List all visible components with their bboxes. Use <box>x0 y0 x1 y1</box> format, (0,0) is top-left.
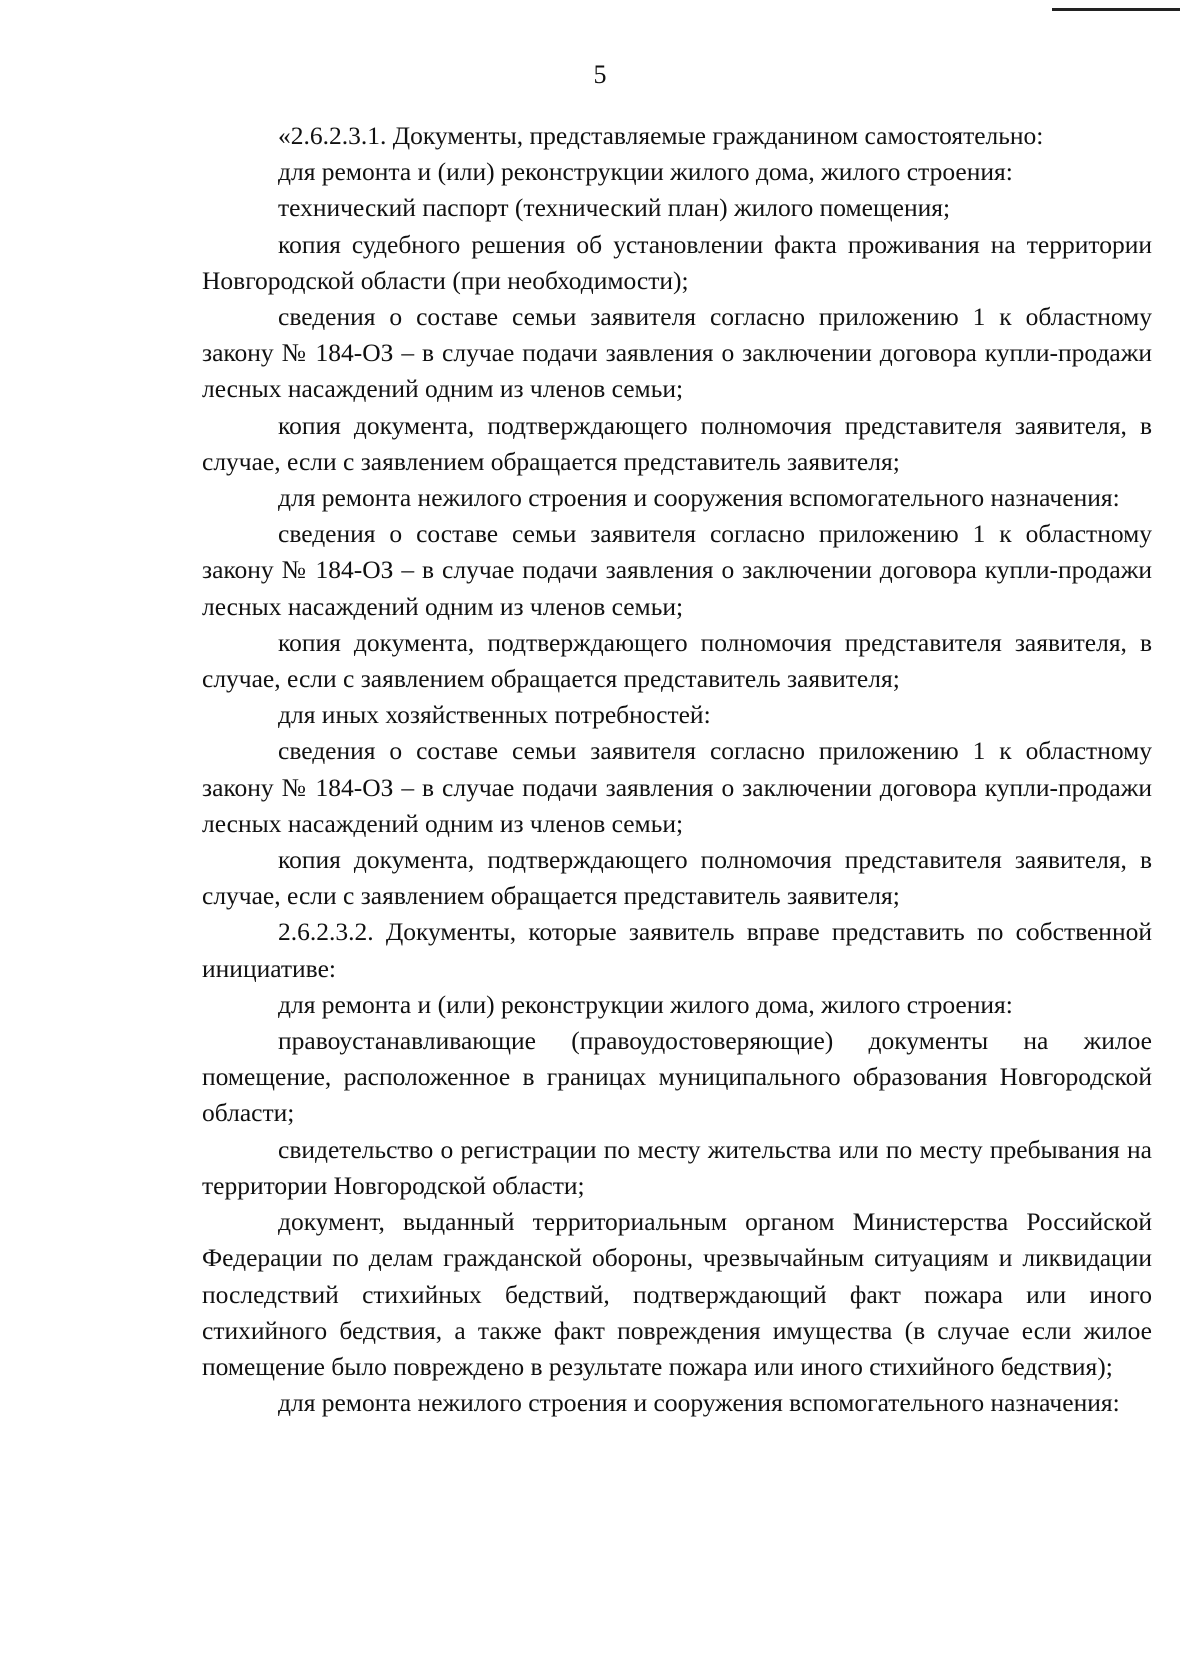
page-number: 5 <box>593 60 607 89</box>
paragraph: копия документа, подтверждающего полномочия представителя заявителя, в случае, если с заявлением обращается представитель заявителя; <box>202 845 1152 911</box>
paragraph: свидетельство о регистрации по месту жительства или по месту пребывания на территории Новгородской области; <box>202 1134 1152 1200</box>
document-body <box>202 118 1152 1421</box>
paragraph: документ, выданный территориальным органом Министерства Российской Федерации по делам гражданской обороны, чрезвычайным ситуациям и ликвидации последствий стихийных бедствий, подтверждающий факт пожара или иного стихийного бедствия, а также факт повреждения имущества (в случае если жилое помещение было повреждено в результате пожара или иного стихийного бедствия); <box>202 1207 1152 1381</box>
paragraph: для ремонта нежилого строения и сооружения вспомогательного назначения: <box>278 1388 1120 1418</box>
paragraph: сведения о составе семьи заявителя согласно приложению 1 к областному закону № 184-ОЗ – в случае подачи заявления о заключении договора купли-продажи лесных насаждений одним из членов семьи; <box>202 736 1152 838</box>
paragraph: для иных хозяйственных потребностей: <box>278 700 711 730</box>
paragraph: правоустанавливающие (правоудостоверяющие) документы на жилое помещение, расположенное в границах муниципального образования Новгородской области; <box>202 1026 1152 1128</box>
paragraph: технический паспорт (технический план) жилого помещения; <box>278 193 951 223</box>
paragraph: «2.6.2.3.1. Документы, представляемые гражданином самостоятельно: <box>278 121 1044 150</box>
paragraph: сведения о составе семьи заявителя согласно приложению 1 к областному закону № 184-ОЗ – в случае подачи заявления о заключении договора купли-продажи лесных насаждений одним из членов семьи; <box>202 519 1152 621</box>
paragraph: копия документа, подтверждающего полномочия представителя заявителя, в случае, если с заявлением обращается представитель заявителя; <box>202 410 1152 476</box>
paragraph: копия документа, подтверждающего полномочия представителя заявителя, в случае, если с заявлением обращается представитель заявителя; <box>202 627 1152 694</box>
scan-edge-mark <box>1052 8 1180 11</box>
paragraph: для ремонта нежилого строения и сооружения вспомогательного назначения: <box>278 483 1120 513</box>
paragraph: 2.6.2.3.2. Документы, которые заявитель вправе представить по собственной инициативе: <box>202 917 1152 983</box>
paragraph: для ремонта и (или) реконструкции жилого дома, жилого строения: <box>278 989 1013 1019</box>
paragraph: для ремонта и (или) реконструкции жилого дома, жилого строения: <box>278 157 1013 187</box>
paragraph: сведения о составе семьи заявителя согласно приложению 1 к областному закону № 184-ОЗ – в случае подачи заявления о заключении договора купли-продажи лесных насаждений одним из членов семьи; <box>202 302 1152 404</box>
paragraph: копия судебного решения об установлении факта проживания на территории Новгородской области (при необходимости); <box>202 229 1152 295</box>
